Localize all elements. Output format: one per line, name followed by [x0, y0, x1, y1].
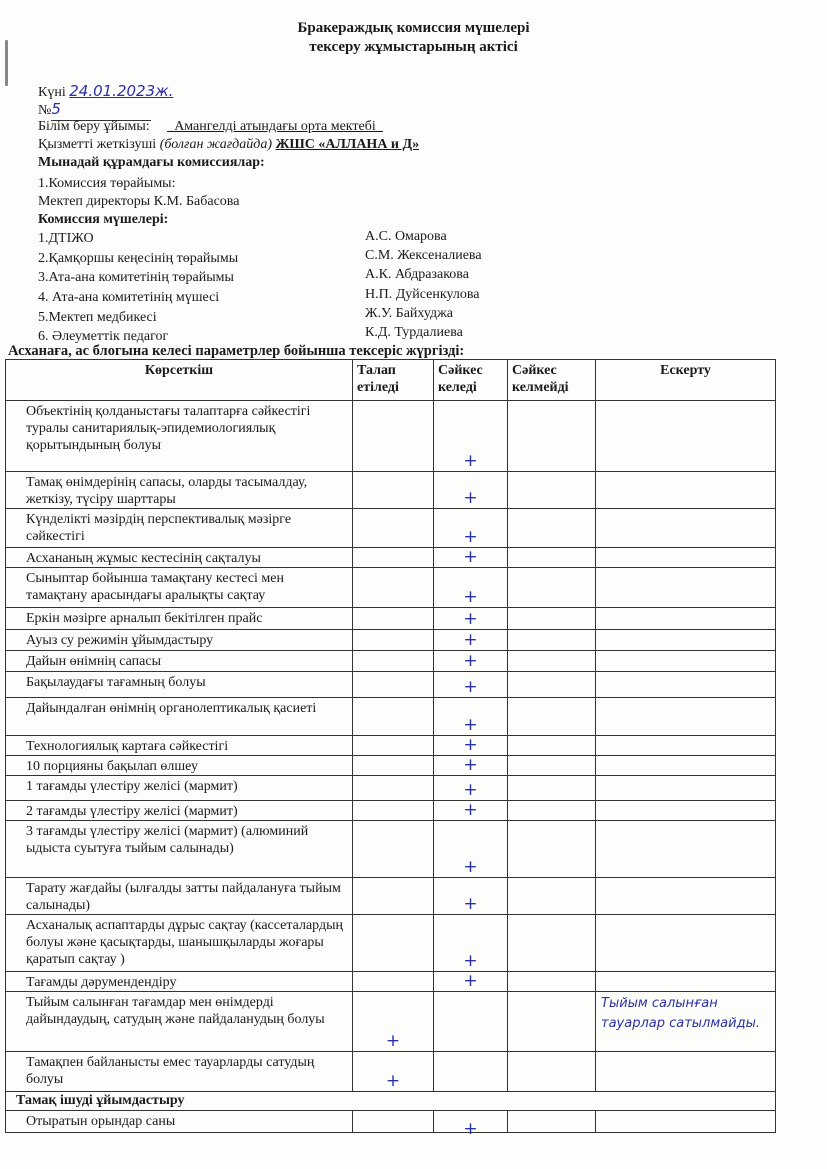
organization-line	[38, 118, 383, 136]
note-cell[interactable]	[596, 548, 776, 568]
check-mark: +	[463, 587, 478, 607]
required-cell[interactable]	[353, 568, 434, 608]
table-row	[6, 472, 776, 509]
member-role: 5.Мектеп медбикесі	[38, 310, 157, 325]
required-cell[interactable]	[353, 972, 434, 992]
indicator-cell	[6, 992, 353, 1052]
member-name: К.Д. Турдалиева	[365, 325, 463, 340]
table-row	[6, 1111, 776, 1133]
member-name: А.К. Абдразакова	[365, 267, 469, 282]
indicator-cell	[6, 698, 353, 736]
note-cell[interactable]	[596, 1111, 776, 1133]
table-row	[6, 878, 776, 915]
chair-value: Мектеп директоры К.М. Бабасова	[38, 194, 240, 209]
complies-cell[interactable]	[434, 568, 508, 608]
not-complies-cell[interactable]	[508, 568, 596, 608]
column-header-complies: Сәйкес келеді	[434, 360, 508, 401]
note-cell[interactable]	[596, 972, 776, 992]
supplier-label: Қызметті жеткізуші	[38, 137, 157, 152]
indicator-text: Еркін мәзірге арналып бекітілген прайс	[26, 611, 263, 626]
indicator-cell	[6, 915, 353, 972]
organization-label: Білім беру ұйымы:	[38, 119, 150, 134]
number-value: 5	[51, 100, 61, 118]
note-cell[interactable]	[596, 608, 776, 630]
table-row	[6, 915, 776, 972]
check-mark: +	[463, 951, 478, 971]
note-cell[interactable]	[596, 992, 776, 1052]
indicator-cell	[6, 548, 353, 568]
indicator-text: 10 порцияны бақылап өлшеу	[26, 759, 198, 774]
indicator-cell	[6, 630, 353, 651]
not-complies-cell[interactable]	[508, 1052, 596, 1092]
indicator-text: Технологиялық картаға сәйкестігі	[26, 739, 229, 754]
required-cell[interactable]	[353, 821, 434, 878]
not-complies-cell[interactable]	[508, 756, 596, 776]
date-line	[38, 82, 173, 102]
required-cell[interactable]	[353, 801, 434, 821]
required-cell[interactable]	[353, 736, 434, 756]
not-complies-cell[interactable]	[508, 509, 596, 548]
not-complies-cell[interactable]	[508, 776, 596, 801]
indicator-cell	[6, 776, 353, 801]
indicator-cell	[6, 608, 353, 630]
not-complies-cell[interactable]	[508, 972, 596, 992]
member-role: 1.ДТІЖО	[38, 231, 94, 246]
not-complies-cell[interactable]	[508, 801, 596, 821]
check-mark: +	[463, 800, 478, 820]
required-cell[interactable]	[353, 472, 434, 509]
note-cell[interactable]	[596, 509, 776, 548]
complies-cell[interactable]	[434, 776, 508, 801]
required-cell[interactable]	[353, 630, 434, 651]
column-header-not-complies: Сәйкес келмейді	[508, 360, 596, 401]
indicator-cell	[6, 651, 353, 672]
complies-cell[interactable]	[434, 548, 508, 568]
not-complies-cell[interactable]	[508, 401, 596, 472]
organization-value: _Амангелді атындағы орта мектебі_	[167, 119, 383, 134]
check-mark: +	[463, 755, 478, 775]
table-row	[6, 992, 776, 1052]
member-name: С.М. Жексеналиева	[365, 248, 482, 263]
table-row	[6, 736, 776, 756]
indicator-text: 2 тағамды үлестіру желісі (мармит)	[26, 804, 238, 819]
check-mark: +	[463, 630, 478, 650]
note-cell[interactable]	[596, 568, 776, 608]
note-cell[interactable]	[596, 801, 776, 821]
check-mark: +	[463, 894, 478, 914]
table-row	[6, 1052, 776, 1092]
not-complies-cell[interactable]	[508, 915, 596, 972]
required-cell[interactable]	[353, 878, 434, 915]
indicator-cell	[6, 972, 353, 992]
table-row	[6, 608, 776, 630]
not-complies-cell[interactable]	[508, 608, 596, 630]
complies-cell[interactable]	[434, 672, 508, 698]
number-label: №	[38, 103, 52, 118]
table-header-row	[6, 360, 776, 401]
indicator-text: Дайындалған өнімнің органолептикалық қасиеті	[26, 701, 317, 716]
table-row	[6, 801, 776, 821]
required-cell[interactable]	[353, 915, 434, 972]
note-cell[interactable]	[596, 776, 776, 801]
not-complies-cell[interactable]	[508, 698, 596, 736]
note-cell[interactable]	[596, 821, 776, 878]
required-cell[interactable]	[353, 1111, 434, 1133]
document-title	[0, 19, 827, 57]
check-mark: +	[463, 488, 478, 508]
indicator-text: Тамақ өнімдерінің сапасы, оларды тасымалдау, жеткізу, түсіру шарттары	[26, 475, 308, 507]
required-cell[interactable]	[353, 548, 434, 568]
indicator-text: Асханалық аспаптарды дұрыс сақтау (кассеталардың болуы және қасықтарды, шанышқыларды жоғары қаратып сақтау )	[26, 918, 344, 967]
indicator-text: Тағамды дәрумендендіру	[26, 975, 177, 990]
supplier-value: ЖШС «АЛЛАНА и Д»	[275, 137, 420, 152]
title-line-2: тексеру жұмыстарының актісі	[309, 39, 518, 55]
indicator-text: Тарату жағдайы (ылғалды затты пайдалануға тыйым салынады)	[26, 881, 341, 913]
note-cell[interactable]	[596, 1052, 776, 1092]
composition-heading: Мынадай құрамдағы комиссиялар:	[38, 155, 265, 170]
not-complies-cell[interactable]	[508, 651, 596, 672]
check-mark: +	[385, 1031, 401, 1051]
complies-cell[interactable]	[434, 972, 508, 992]
complies-cell[interactable]	[434, 1111, 508, 1139]
required-cell[interactable]	[353, 509, 434, 548]
required-cell[interactable]	[353, 776, 434, 801]
complies-cell[interactable]	[434, 756, 508, 776]
not-complies-cell[interactable]	[508, 821, 596, 878]
column-header-required: Талап етіледі	[353, 360, 434, 401]
check-mark: +	[385, 1071, 401, 1091]
table-row	[6, 401, 776, 472]
check-mark: +	[463, 547, 478, 567]
note-cell[interactable]	[596, 698, 776, 736]
required-cell[interactable]	[353, 756, 434, 776]
title-line-1: Бракераждық комиссия мүшелері	[297, 20, 530, 36]
indicator-text: Объектінің қолданыстағы талаптарға сәйкестігі туралы санитариялық-эпидемиологиялық қорытындының болуы	[26, 404, 311, 453]
supplier-note: (болған жағдайда)	[159, 137, 273, 152]
check-mark: +	[463, 857, 478, 877]
indicator-text: Бақылаудағы тағамның болуы	[26, 675, 206, 690]
member-role: 3.Ата-ана комитетінің төрайымы	[38, 270, 234, 285]
note-cell[interactable]	[596, 630, 776, 651]
check-mark: +	[463, 735, 478, 755]
note-cell[interactable]	[596, 401, 776, 472]
complies-cell[interactable]	[434, 915, 508, 972]
not-complies-cell[interactable]	[508, 878, 596, 915]
check-mark: +	[463, 780, 478, 800]
indicator-text: Сыныптар бойынша тамақтану кестесі мен тамақтану арасындағы аралықты сақтау	[26, 571, 285, 603]
indicator-cell	[6, 401, 353, 472]
member-name: Ж.У. Байхуджа	[365, 306, 454, 321]
note-cell[interactable]	[596, 651, 776, 672]
table-row	[6, 698, 776, 736]
table-row	[6, 651, 776, 672]
table-row	[6, 568, 776, 608]
date-value: 24.01.2023ж.	[69, 82, 174, 100]
complies-cell[interactable]	[434, 651, 508, 672]
complies-cell[interactable]	[434, 801, 508, 821]
complies-cell[interactable]	[434, 698, 508, 736]
not-complies-cell[interactable]	[508, 1111, 596, 1133]
note-cell[interactable]	[596, 878, 776, 915]
check-mark: +	[463, 609, 478, 629]
note-cell[interactable]	[596, 472, 776, 509]
complies-cell[interactable]	[434, 821, 508, 878]
indicator-cell	[6, 821, 353, 878]
not-complies-cell[interactable]	[508, 672, 596, 698]
table-row	[6, 548, 776, 568]
required-cell[interactable]	[353, 992, 434, 1052]
indicator-text: Тыйым салынған тағамдар мен өнімдерді дайындаудың, сатудың және пайдаланудың болуы	[26, 995, 325, 1027]
members-heading: Комиссия мүшелері:	[38, 212, 169, 227]
complies-cell[interactable]	[434, 736, 508, 756]
indicator-cell	[6, 672, 353, 698]
check-mark: +	[463, 651, 478, 671]
inspection-heading: Асханаға, ас блогына келесі параметрлер бойынша тексеріс жүргізді:	[8, 343, 465, 359]
check-mark: +	[463, 677, 478, 697]
note-cell[interactable]	[596, 736, 776, 756]
date-label: Күні	[38, 85, 66, 100]
table-row	[6, 776, 776, 801]
member-role: 2.Қамқоршы кеңесінің төрайымы	[38, 251, 239, 266]
indicator-cell	[6, 1111, 353, 1133]
indicator-cell	[6, 509, 353, 548]
complies-cell[interactable]	[434, 878, 508, 915]
note-cell[interactable]	[596, 756, 776, 776]
table-row	[6, 756, 776, 776]
check-mark: +	[463, 527, 478, 547]
complies-cell[interactable]	[434, 1052, 508, 1092]
column-header-indicator: Көрсеткіш	[6, 360, 353, 401]
table-row	[6, 630, 776, 651]
indicator-cell	[6, 801, 353, 821]
required-cell[interactable]	[353, 672, 434, 698]
not-complies-cell[interactable]	[508, 472, 596, 509]
indicator-cell	[6, 736, 353, 756]
indicator-cell	[6, 472, 353, 509]
inspection-table	[5, 359, 776, 1139]
indicator-text: Күнделікті мәзірдің перспективалық мәзірге сәйкестігі	[26, 512, 292, 544]
indicator-cell	[6, 568, 353, 608]
check-mark: +	[463, 1119, 478, 1139]
indicator-text: Отыратын орындар саны	[26, 1114, 176, 1129]
member-name: А.С. Омарова	[365, 229, 447, 244]
required-cell[interactable]	[353, 401, 434, 472]
supplier-line	[38, 136, 419, 154]
chair-label: 1.Комиссия төрайымы:	[38, 176, 176, 191]
section-row	[6, 1092, 776, 1111]
section-heading: Тамақ ішуді ұйымдастыру	[6, 1092, 776, 1111]
indicator-text: Дайын өнімнің сапасы	[26, 654, 162, 669]
complies-cell[interactable]	[434, 992, 508, 1052]
not-complies-cell[interactable]	[508, 736, 596, 756]
note-cell[interactable]	[596, 915, 776, 972]
handwritten-note: Тыйым салынған тауарлар сатылмайды.	[601, 996, 760, 1031]
complies-cell[interactable]	[434, 608, 508, 630]
column-header-note: Ескерту	[596, 360, 776, 401]
note-cell[interactable]	[596, 672, 776, 698]
indicator-text: Асхананың жұмыс кестесінің сақталуы	[26, 551, 261, 566]
not-complies-cell[interactable]	[508, 992, 596, 1052]
indicator-text: 1 тағамды үлестіру желісі (мармит)	[26, 779, 238, 794]
table-row	[6, 821, 776, 878]
complies-cell[interactable]	[434, 401, 508, 472]
indicator-cell	[6, 1052, 353, 1092]
member-role: 4. Ата-ана комитетінің мүшесі	[38, 290, 220, 305]
table-row	[6, 672, 776, 698]
indicator-text: 3 тағамды үлестіру желісі (мармит) (алюминий ыдыста суытуға тыйым салынады)	[26, 824, 309, 856]
table-row	[6, 972, 776, 992]
indicator-text: Тамақпен байланысты емес тауарларды сатудың болуы	[26, 1055, 315, 1087]
member-role: 6. Әлеуметтік педагог	[38, 329, 169, 344]
table-row	[6, 509, 776, 548]
check-mark: +	[463, 451, 478, 471]
complies-cell[interactable]	[434, 472, 508, 509]
indicator-cell	[6, 878, 353, 915]
complies-cell[interactable]	[434, 509, 508, 548]
indicator-text: Ауыз су режимін ұйымдастыру	[26, 633, 214, 648]
indicator-cell	[6, 756, 353, 776]
complies-cell[interactable]	[434, 630, 508, 651]
not-complies-cell[interactable]	[508, 548, 596, 568]
check-mark: +	[463, 971, 478, 991]
member-name: Н.П. Дуйсенкулова	[365, 287, 480, 302]
required-cell[interactable]	[353, 698, 434, 736]
check-mark: +	[463, 715, 478, 735]
required-cell[interactable]	[353, 608, 434, 630]
required-cell[interactable]	[353, 651, 434, 672]
required-cell[interactable]	[353, 1052, 434, 1092]
not-complies-cell[interactable]	[508, 630, 596, 651]
